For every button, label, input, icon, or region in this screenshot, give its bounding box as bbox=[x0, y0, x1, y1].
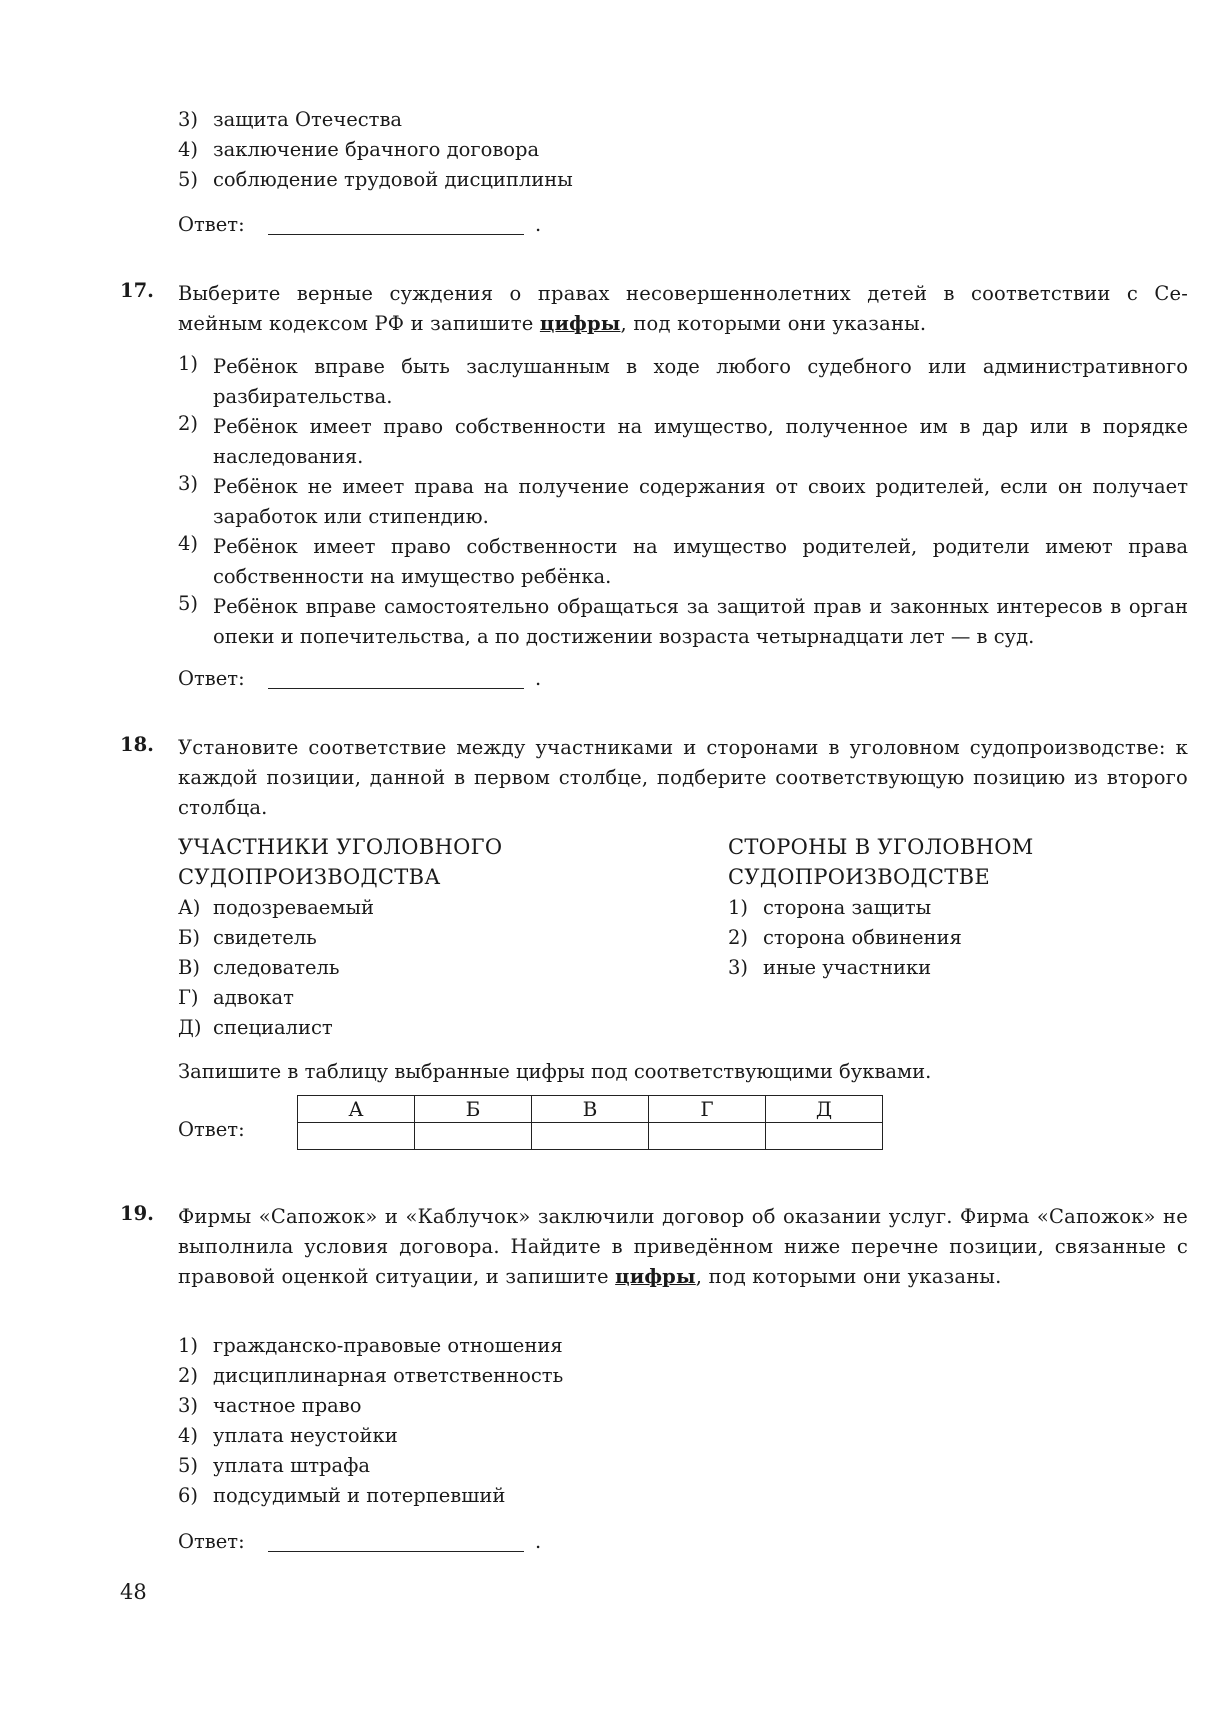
table-header-row bbox=[298, 1096, 883, 1123]
table-header-cell: Г bbox=[649, 1096, 766, 1123]
question-text: Выберите верные суждения о правах несовершеннолетних детей в соответствии с Се- мейным кодексом РФ и запишите цифры, под которыми они указаны. bbox=[178, 282, 1188, 335]
list-item: Ребёнок имеет право собственности на имущество, полученное им в дар или в порядке наследования. bbox=[213, 415, 1188, 468]
table-header-cell: Б bbox=[415, 1096, 532, 1123]
question-text: Установите соответствие между участниками и сторонами в уголовном судопроизводстве: к каждой позиции, данной в первом столбце, подберите соответствующую позицию из второго столбца. bbox=[178, 736, 1188, 819]
answer-line[interactable] bbox=[268, 1551, 524, 1552]
table-header-cell: Д bbox=[766, 1096, 883, 1123]
list-item: Ребёнок имеет право собственности на имущество родителей, родители имеют права собственности на имущество ребёнка. bbox=[213, 535, 1188, 588]
answer-cell-v[interactable] bbox=[532, 1123, 649, 1150]
answer-cell-g[interactable] bbox=[649, 1123, 766, 1150]
answer-cell-d[interactable] bbox=[766, 1123, 883, 1150]
instruction-text: Запишите в таблицу выбранные цифры под соответствующими буквами. bbox=[178, 1060, 932, 1083]
list-item: 2) дисциплинарная ответственность bbox=[178, 1364, 564, 1387]
list-item: 1) гражданско-правовые отношения bbox=[178, 1334, 563, 1357]
list-item: 3) защита Отечества bbox=[178, 108, 403, 131]
answer-field-q17[interactable]: Ответ: . bbox=[178, 667, 542, 690]
answer-line[interactable] bbox=[268, 688, 524, 689]
list-item: 4) заключение брачного договора bbox=[178, 138, 540, 161]
list-item: Ребёнок вправе самостоятельно обращаться за защитой прав и законных интересов в орган опеки и попечительства, а по достижении возраста четырнадцати лет — в суд. bbox=[213, 595, 1188, 648]
answer-label: Ответ: bbox=[178, 1118, 245, 1141]
list-item: 5) уплата штрафа bbox=[178, 1454, 371, 1477]
list-item: 3) иные участники bbox=[728, 956, 932, 979]
question-number: 18. bbox=[120, 733, 154, 756]
left-column-heading: УЧАСТНИКИ УГОЛОВНОГО СУДОПРОИЗВОДСТВА bbox=[178, 835, 503, 889]
question-number: 17. bbox=[120, 279, 154, 302]
answer-line[interactable] bbox=[268, 234, 524, 235]
answer-label: Ответ: bbox=[178, 667, 245, 690]
answer-cell-b[interactable] bbox=[415, 1123, 532, 1150]
list-item: Ребёнок вправе быть заслушанным в ходе любого судебного или административного разбирательства. bbox=[213, 355, 1188, 408]
list-item: В) следователь bbox=[178, 956, 340, 979]
question-text: Фирмы «Сапожок» и «Каблучок» заключили договор об оказании услуг. Фирма «Сапожок» не выполнила условия договора. Найдите в приведённом ниже перечне позиции, связанные с правовой оценкой ситуации, и запишите цифры, под которыми они указаны. bbox=[178, 1205, 1188, 1288]
answer-label: Ответ: bbox=[178, 213, 245, 236]
answer-field-q16[interactable]: Ответ: . bbox=[178, 213, 542, 236]
list-item: Ребёнок не имеет права на получение содержания от своих родителей, если он получает заработок или стипендию. bbox=[213, 475, 1188, 528]
list-item: 5) соблюдение трудовой дисциплины bbox=[178, 168, 573, 191]
answer-cell-a[interactable] bbox=[298, 1123, 415, 1150]
list-item: Г) адвокат bbox=[178, 986, 294, 1009]
list-item: 3) частное право bbox=[178, 1394, 362, 1417]
table-row bbox=[298, 1123, 883, 1150]
list-item: Д) специалист bbox=[178, 1016, 333, 1039]
answer-field-q19[interactable]: Ответ: . bbox=[178, 1530, 542, 1553]
page: 3) защита Отечества 4) заключение брачного договора 5) соблюдение трудовой дисциплины Ответ: . 17. Выберите верные суждения о правах несовершеннолетних детей в соответствии с Се- мейным кодексом РФ и запишите цифры, под которыми они указаны. 1) Ребёнок вправе быть заслушанным в ходе любого судебного или административного разбирательства. 2) Ребёнок имеет право собственности на имущество, полученное им в дар или в порядке наследования. 3) Ребёнок не имеет права на получение содержания от своих родителей, если он получает заработок или стипендию. 4) Ребёнок имеет право собственности на имущество родителей, родители имеют права собственности на имущество ребёнка. 5) Ребёнок вправе самостоятельно обращаться за защитой прав и законных интересов в орган опеки и попечительства, а по достижении возраста четырнадцати лет — в суд. Ответ: . 18. Установите соответствие между участниками и сторонами в уголовном судопроизводстве: к каждой позиции, данной в первом столбце, подберите соответствующую позицию из второго столбца. УЧАСТНИКИ УГОЛОВНОГО СУДОПРОИЗВОДСТВА СТОРОНЫ В УГОЛОВНОМ СУДОПРОИЗВОДСТВЕ А) подозреваемый Б) свидетель В) следователь Г) адвокат Д) специалист 1) сторона защиты 2) сторона обвинения 3) иные участники Запишите в таблицу выбранные цифры под соответствующими буквами. Ответ: А Б В Г Д 19. Фирмы «Сапожок» и «Каблучок» заключили договор об оказании услуг. Фирма «Сапожок» не выполнила условия договора. Найдите в приведённом ниже перечне позиции, связанные с правовой оценкой ситуации, и запишите цифры, под которыми они указаны. 1) гражданско-правовые отношения 2) дисциплинарная ответственность 3) частное право 4) уплата неустойки 5) уплата штрафа 6) подсудимый и потерпевший Ответ: . 48 bbox=[120, 108, 1188, 1604]
list-item: А) подозреваемый bbox=[178, 896, 374, 919]
answer-label: Ответ: bbox=[178, 1530, 245, 1553]
page-number: 48 bbox=[120, 1580, 147, 1604]
table-header-cell: В bbox=[532, 1096, 649, 1123]
question-number: 19. bbox=[120, 1202, 154, 1225]
table-header-cell: А bbox=[298, 1096, 415, 1123]
answer-table bbox=[297, 1095, 883, 1150]
list-item: 2) сторона обвинения bbox=[728, 926, 962, 949]
list-item: 1) сторона защиты bbox=[728, 896, 932, 919]
list-item: 6) подсудимый и потерпевший bbox=[178, 1484, 506, 1507]
list-item: 4) уплата неустойки bbox=[178, 1424, 398, 1447]
list-item: Б) свидетель bbox=[178, 926, 317, 949]
right-column-heading: СТОРОНЫ В УГОЛОВНОМ СУДОПРОИЗВОДСТВЕ bbox=[728, 835, 1034, 889]
